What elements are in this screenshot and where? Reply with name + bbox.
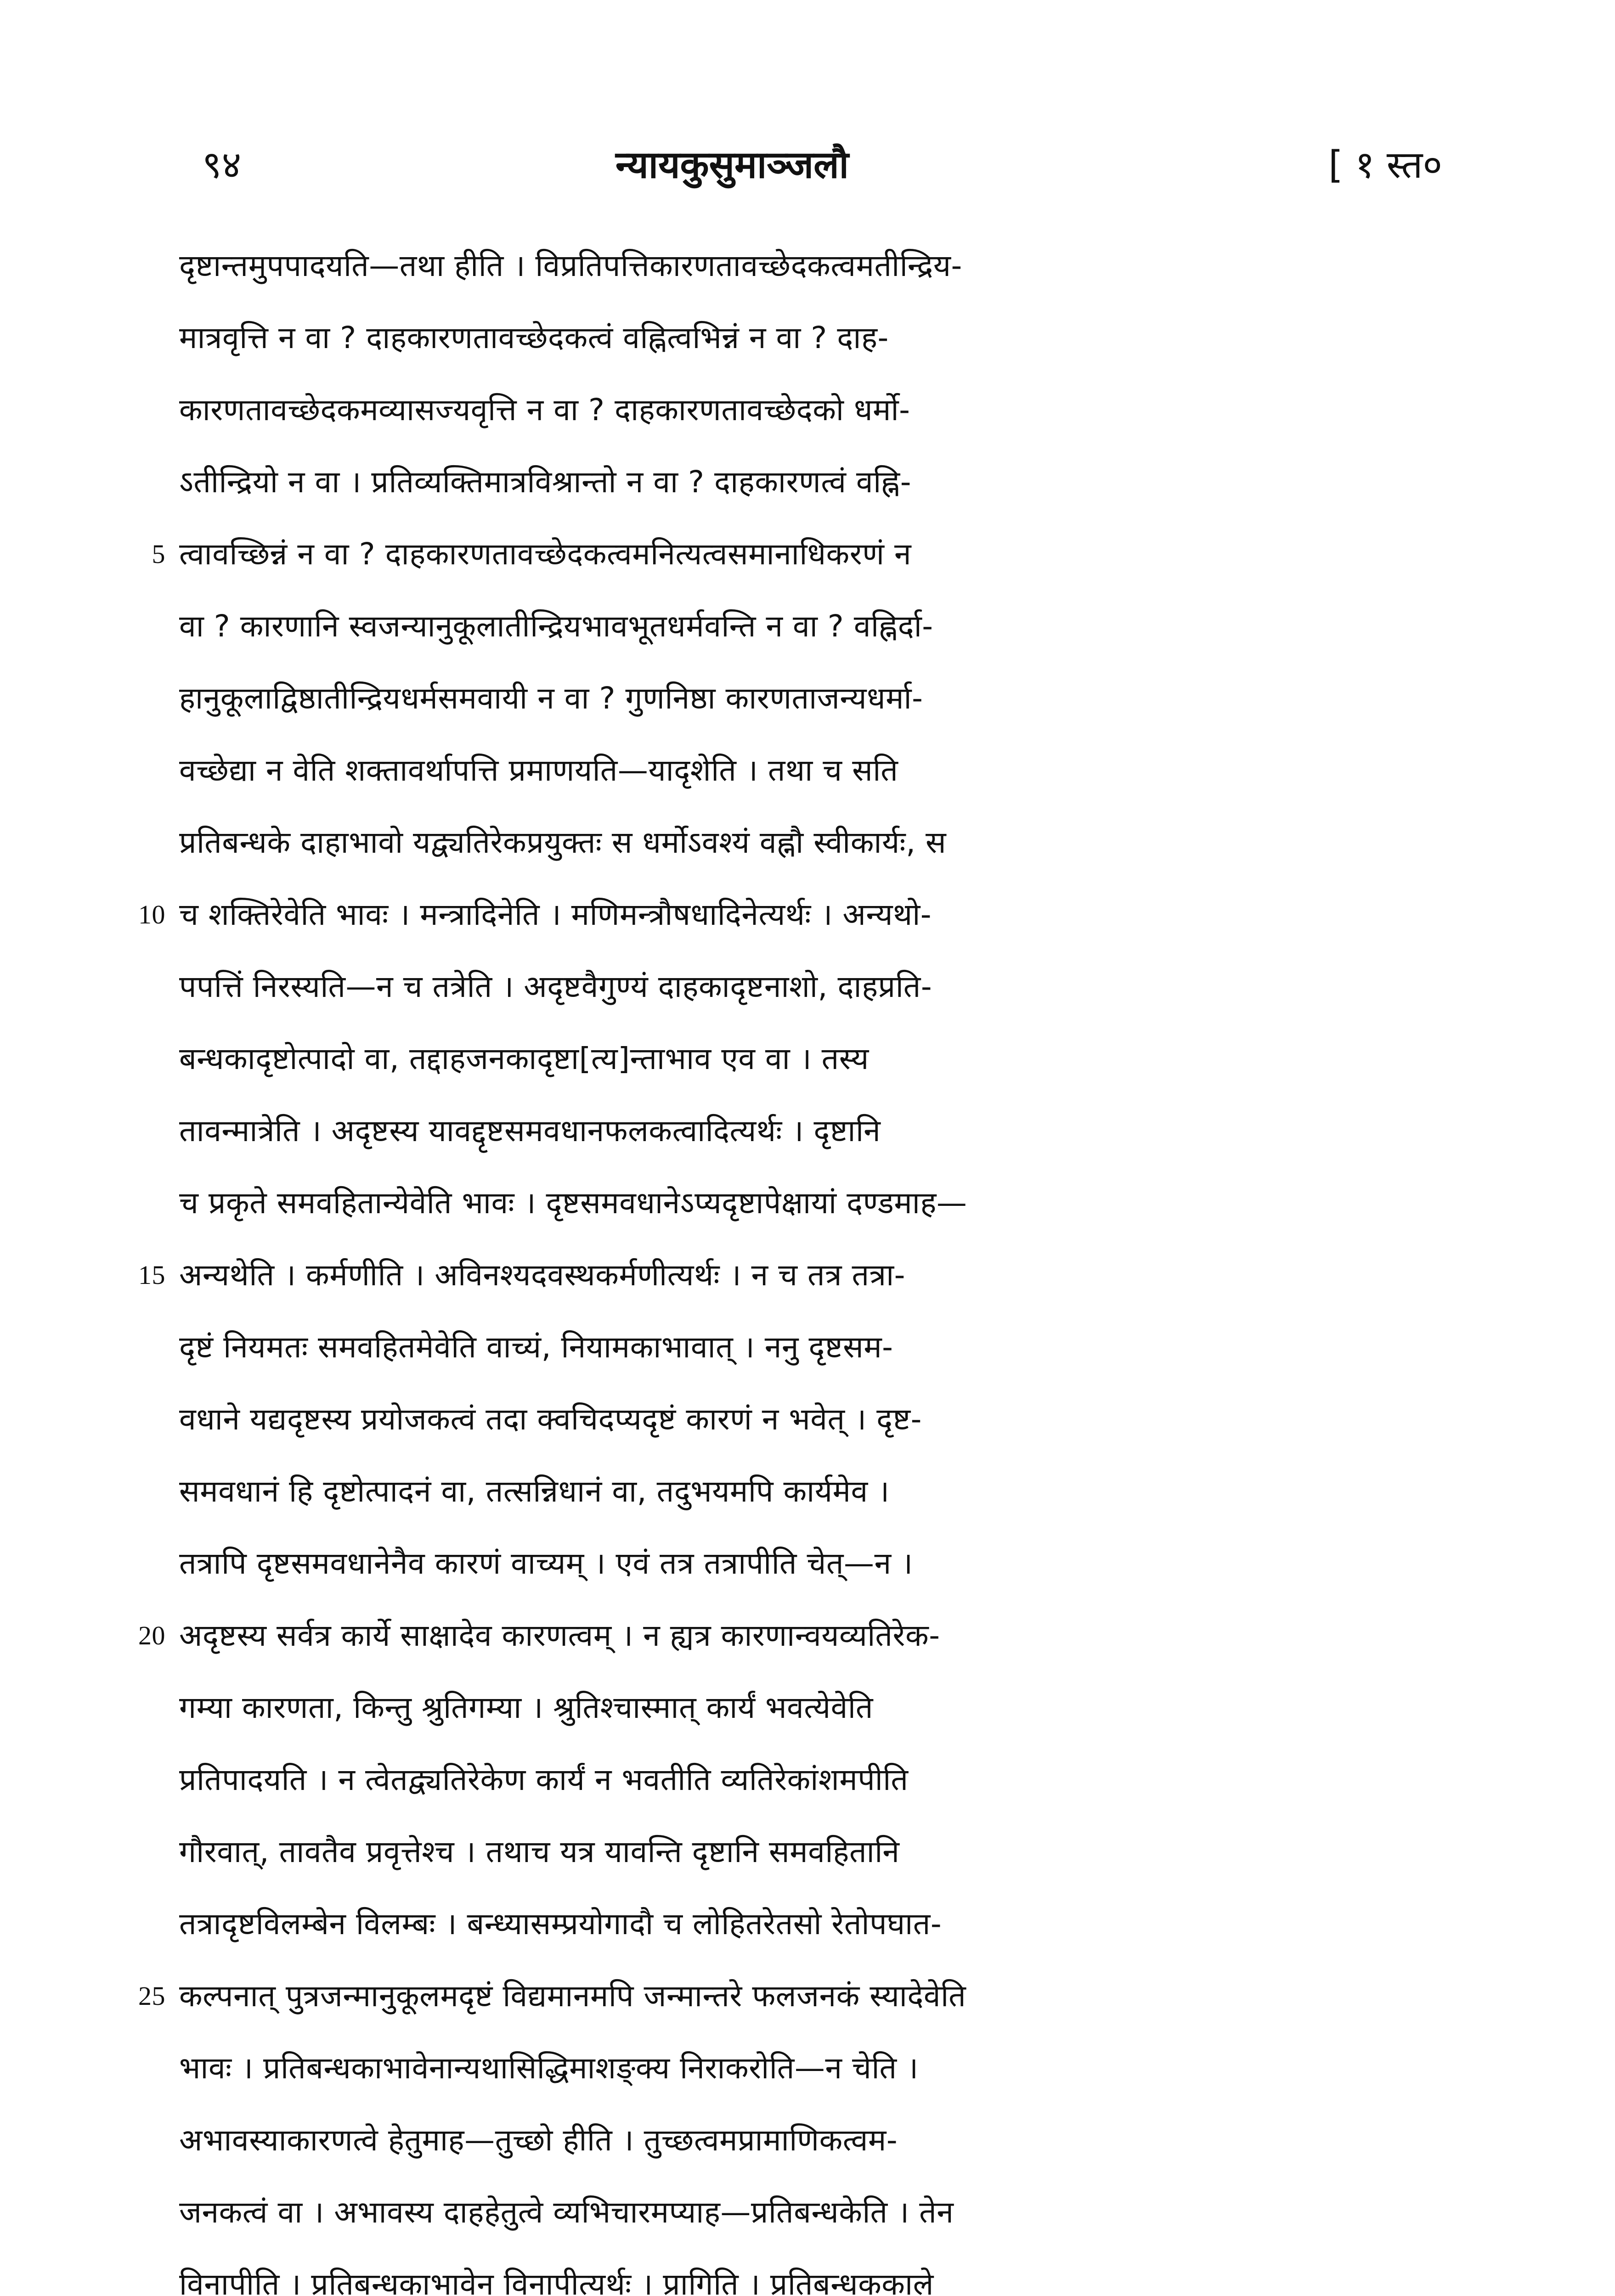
line-text: मात्रवृत्ति न वा ? दाहकारणतावच्छेदकत्वं वह्नित्वभिन्नं न वा ? दाह- [179,320,889,355]
commentary-text [138,230,1447,2296]
text-line [138,1599,1447,1671]
line-text: अन्यथेति । कर्मणीति । अविनश्यदवस्थकर्मणीत्यर्थः । न च तत्र तत्रा- [179,1257,905,1293]
text-line [179,806,1447,878]
text-line [179,2104,1447,2176]
line-text: गम्या कारणता, किन्तु श्रुतिगम्या । श्रुतिश्चास्मात् कार्यं भवत्येवेति [179,1690,874,1725]
page-header [202,138,1442,193]
line-number: 15 [138,1260,165,1290]
line-text: समवधानं हि दृष्टोत्पादनं वा, तत्सन्निधानं वा, तदुभयमपि कार्यमेव । [179,1474,890,1509]
running-title: न्यायकुसुमाञ्जलौ [616,143,849,187]
line-number: 5 [152,539,165,569]
text-line [179,2176,1447,2248]
line-number: 20 [138,1621,165,1650]
text-line [138,1239,1447,1311]
text-line [179,1744,1447,1816]
line-text: वधाने यद्यदृष्टस्य प्रयोजकत्वं तदा क्वचिदप्यदृष्टं कारणं न भवेत् । दृष्ट- [179,1401,922,1437]
text-line [179,2248,1447,2296]
text-line [179,1383,1447,1455]
text-line [179,1095,1447,1167]
text-line [179,590,1447,662]
page-number: ९४ [202,143,242,187]
line-text: तत्रादृष्टविलम्बेन विलम्बः । बन्ध्यासम्प्रयोगादौ च लोहितरेतसो रेतोपघात- [179,1906,942,1941]
text-line [179,662,1447,734]
line-text: अदृष्टस्य सर्वत्र कार्ये साक्षादेव कारणत्वम् । न ह्यत्र कारणान्वयव्यतिरेक- [179,1618,940,1653]
text-line [179,1671,1447,1744]
line-text: जनकत्वं वा । अभावस्य दाहहेतुत्वे व्यभिचारमप्याह—प्रतिबन्धकेति । तेन [179,2195,954,2230]
text-line [179,302,1447,374]
text-line [179,230,1447,302]
text-line [179,1167,1447,1239]
line-text: प्रतिपादयति । न त्वेतद्व्यतिरेकेण कार्यं न भवतीति व्यतिरेकांशमपीति [179,1762,909,1797]
line-number: 10 [138,900,165,929]
line-text: अभावस्याकारणत्वे हेतुमाह—तुच्छो हीति । तुच्छत्वमप्रामाणिकत्वम- [179,2122,898,2158]
text-line [179,2032,1447,2104]
line-number: 25 [138,1981,165,2011]
line-text: बन्धकादृष्टोत्पादो वा, तद्दाहजनकादृष्टा[त्य]न्ताभाव एव वा । तस्य [179,1041,869,1076]
text-line [138,878,1447,951]
line-text: वा ? कारणानि स्वजन्यानुकूलातीन्द्रियभावभूतधर्मवन्ति न वा ? वह्निर्दा- [179,608,933,644]
line-text: पपत्तिं निरस्यति—न च तत्रेति । अदृष्टवैगुण्यं दाहकादृष्टनाशो, दाहप्रति- [179,969,932,1004]
text-line [179,1816,1447,1888]
line-text: गौरवात्, तावतैव प्रवृत्तेश्च । तथाच यत्र यावन्ति दृष्टानि समवहितानि [179,1834,900,1869]
text-line [152,518,1447,590]
line-text: तावन्मात्रेति । अदृष्टस्य यावद्दृष्टसमवधानफलकत्वादित्यर्थः । दृष्टानि [179,1113,881,1148]
text-line [179,1455,1447,1527]
line-text: विनापीति । प्रतिबन्धकाभावेन विनापीत्यर्थः । प्रागिति । प्रतिबन्धककाले [179,2267,934,2296]
section-marker: [ १ स्त० [1328,143,1442,187]
line-text: दृष्टान्तमुपपादयति—तथा हीति । विप्रतिपत्तिकारणतावच्छेदकत्वमतीन्द्रिय- [179,248,962,283]
line-text: च शक्तिरेवेति भावः । मन्त्रादिनेति । मणिमन्त्रौषधादिनेत्यर्थः । अन्यथो- [179,897,932,932]
line-text: ऽतीन्द्रियो न वा । प्रतिव्यक्तिमात्रविश्रान्तो न वा ? दाहकारणत्वं वह्नि- [179,464,912,500]
text-line [179,734,1447,806]
line-text: वच्छेद्या न वेति शक्तावर्थापत्ति प्रमाणयति—यादृशेति । तथा च सति [179,753,898,788]
text-line [138,1960,1447,2032]
line-text: हानुकूलाद्विष्ठातीन्द्रियधर्मसमवायी न वा ? गुणनिष्ठा कारणताजन्यधर्मा- [179,681,923,716]
text-line [179,374,1447,446]
line-text: च प्रकृते समवहितान्येवेति भावः । दृष्टसमवधानेऽप्यदृष्टापेक्षायां दण्डमाह— [179,1185,967,1221]
line-text: प्रतिबन्धके दाहाभावो यद्व्यतिरेकप्रयुक्तः स धर्मोऽवश्यं वह्नौ स्वीकार्यः, स [179,825,947,860]
text-line [179,446,1447,518]
text-line [179,1888,1447,1960]
line-text: कल्पनात् पुत्रजन्मानुकूलमदृष्टं विद्यमानमपि जन्मान्तरे फलजनकं स्यादेवेति [179,1978,966,2014]
line-text: भावः । प्रतिबन्धकाभावेनान्यथासिद्धिमाशङ्क्य निराकरोति—न चेति । [179,2050,919,2086]
text-line [179,951,1447,1023]
text-line [179,1527,1447,1599]
line-text: त्वावच्छिन्नं न वा ? दाहकारणतावच्छेदकत्वमनित्यत्वसमानाधिकरणं न [179,536,912,572]
line-text: दृष्टं नियमतः समवहितमेवेति वाच्यं, नियामकाभावात् । ननु दृष्टसम- [179,1329,893,1365]
text-line [179,1023,1447,1095]
text-line [179,1311,1447,1383]
line-text: कारणतावच्छेदकमव्यासज्यवृत्ति न वा ? दाहकारणतावच्छेदको धर्मो- [179,392,910,428]
line-text: तत्रापि दृष्टसमवधानेनैव कारणं वाच्यम् । एवं तत्र तत्रापीति चेत्—न । [179,1546,913,1581]
